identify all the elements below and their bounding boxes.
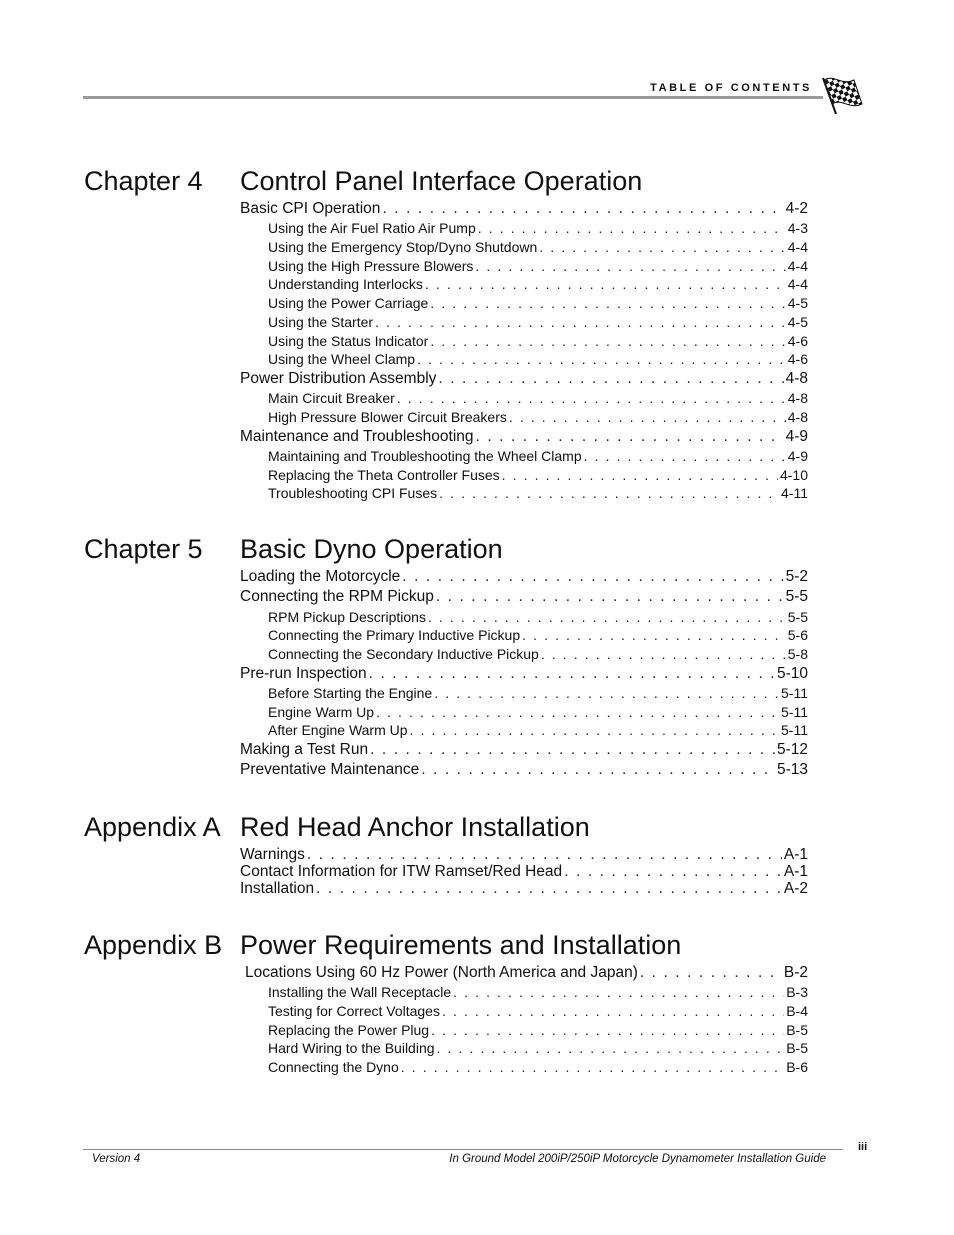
toc-entry-page: 4-3 xyxy=(787,220,808,236)
toc-entry-page: A-1 xyxy=(783,863,808,880)
footer-rule xyxy=(83,1149,843,1150)
toc-entry[interactable] xyxy=(268,275,808,293)
dot-leader xyxy=(430,294,785,312)
toc-entry[interactable] xyxy=(268,1058,808,1076)
toc-entry-page: 5-11 xyxy=(781,722,808,738)
toc-entry-page: 4-9 xyxy=(787,448,808,464)
section-label: Appendix A xyxy=(84,812,221,842)
dot-leader xyxy=(436,588,784,606)
toc-entry-title: Connecting the Secondary Inductive Pickup xyxy=(268,646,539,662)
dot-leader xyxy=(401,1058,784,1076)
section-label: Appendix B xyxy=(84,930,223,960)
toc-entry-title: Preventative Maintenance xyxy=(240,761,420,778)
dot-leader xyxy=(640,964,782,982)
toc-entry-title: After Engine Warm Up xyxy=(268,722,408,738)
toc-entry[interactable] xyxy=(240,863,808,881)
toc-entry[interactable] xyxy=(240,568,808,586)
toc-entry[interactable] xyxy=(240,428,808,446)
toc-entry-title: Connecting the Primary Inductive Pickup xyxy=(268,627,521,643)
dot-leader xyxy=(442,1002,784,1020)
toc-entry[interactable] xyxy=(240,588,808,606)
section-title: Red Head Anchor Installation xyxy=(240,812,590,842)
toc-entry-page: 4-10 xyxy=(779,467,808,483)
toc-entry-page: 5-13 xyxy=(776,761,808,778)
toc-entry-page: A-1 xyxy=(783,846,808,863)
section-label: Chapter 4 xyxy=(84,166,203,196)
dot-leader xyxy=(509,408,786,426)
dot-leader xyxy=(382,200,783,218)
toc-entry[interactable] xyxy=(268,466,808,484)
dot-leader xyxy=(439,484,779,502)
dot-leader xyxy=(584,447,786,465)
header-rule xyxy=(83,96,823,99)
section-title: Power Requirements and Installation xyxy=(240,930,682,960)
toc-entry[interactable] xyxy=(268,1002,808,1020)
toc-entry-title: Warnings xyxy=(240,846,305,863)
toc-entry-page: 4-5 xyxy=(787,295,808,311)
toc-entry-page: 4-4 xyxy=(787,239,808,255)
toc-entry-page: 4-6 xyxy=(787,351,808,367)
toc-entry-title: Making a Test Run xyxy=(240,741,369,758)
page-number: iii xyxy=(858,1141,868,1153)
toc-entry-title: Loading the Motorcycle xyxy=(240,568,401,585)
toc-entry-title: Maintaining and Troubleshooting the Wheel Clamp xyxy=(268,448,582,464)
toc-entry[interactable] xyxy=(268,389,808,407)
toc-entry-page: 4-5 xyxy=(787,314,808,330)
toc-entry[interactable] xyxy=(245,964,808,982)
toc-entry-page: 5-12 xyxy=(776,741,808,758)
toc-entry-title: Using the Status Indicator xyxy=(268,333,429,349)
dot-leader xyxy=(434,684,779,702)
toc-entry-page: 5-11 xyxy=(781,704,808,720)
toc-entry-title: Replacing the Theta Controller Fuses xyxy=(268,467,500,483)
toc-entry[interactable] xyxy=(240,761,808,779)
toc-entry-title: Replacing the Power Plug xyxy=(268,1022,430,1038)
toc-entry[interactable] xyxy=(268,219,808,237)
toc-entry-title: Contact Information for ITW Ramset/Red Head xyxy=(240,863,563,880)
toc-entry[interactable] xyxy=(240,370,808,388)
dot-leader xyxy=(475,257,785,275)
toc-entry-title: Using the Starter xyxy=(268,314,374,330)
toc-entry[interactable] xyxy=(240,665,808,683)
checkered-flag-icon xyxy=(820,74,866,116)
toc-entry-title: Power Distribution Assembly xyxy=(240,370,437,387)
toc-entry[interactable] xyxy=(268,313,808,331)
toc-entry-page: B-6 xyxy=(786,1059,808,1075)
dot-leader xyxy=(478,219,786,237)
section-title: Basic Dyno Operation xyxy=(240,534,503,564)
dot-leader xyxy=(410,721,779,739)
section-label: Chapter 5 xyxy=(84,534,203,564)
toc-entry-title: Maintenance and Troubleshooting xyxy=(240,428,474,445)
toc-entry-page: 4-8 xyxy=(787,390,808,406)
toc-entry-title: RPM Pickup Descriptions xyxy=(268,609,426,625)
toc-entry-title: Troubleshooting CPI Fuses xyxy=(268,485,438,501)
toc-entry-page: 4-9 xyxy=(785,428,808,445)
dot-leader xyxy=(522,626,786,644)
dot-leader xyxy=(397,389,786,407)
toc-entry[interactable] xyxy=(240,741,808,759)
toc-entry[interactable] xyxy=(268,645,808,663)
toc-entry-page: B-3 xyxy=(786,984,808,1000)
toc-entry-title: Using the Emergency Stop/Dyno Shutdown xyxy=(268,239,538,255)
toc-entry[interactable] xyxy=(268,983,808,1001)
toc-entry-page: 4-11 xyxy=(781,485,808,501)
toc-entry[interactable] xyxy=(268,294,808,312)
toc-entry[interactable] xyxy=(268,332,808,350)
toc-entry-page: 4-4 xyxy=(787,276,808,292)
toc-entry-title: Using the Power Carriage xyxy=(268,295,429,311)
section-title: Control Panel Interface Operation xyxy=(240,166,643,196)
toc-entry[interactable] xyxy=(268,238,808,256)
toc-entry[interactable] xyxy=(268,350,808,368)
toc-entry[interactable] xyxy=(268,1039,808,1057)
toc-entry-page: B-5 xyxy=(786,1040,808,1056)
toc-entry-page: 4-4 xyxy=(787,258,808,274)
toc-entry-title: Connecting the Dyno xyxy=(268,1059,399,1075)
toc-entry-title: Installation xyxy=(240,880,315,897)
dot-leader xyxy=(402,568,783,586)
toc-entry-title: Understanding Interlocks xyxy=(268,276,423,292)
toc-entry-page: 5-5 xyxy=(787,609,808,625)
toc-entry-page: B-4 xyxy=(786,1003,808,1019)
dot-leader xyxy=(437,1039,785,1057)
toc-entry[interactable] xyxy=(268,408,808,426)
dot-leader xyxy=(375,313,786,331)
dot-leader xyxy=(369,665,775,683)
toc-entry-page: 5-10 xyxy=(776,665,808,682)
dot-leader xyxy=(316,880,782,898)
dot-leader xyxy=(476,428,784,446)
dot-leader xyxy=(539,238,786,256)
toc-entry-title: Engine Warm Up xyxy=(268,704,375,720)
dot-leader xyxy=(438,370,783,388)
dot-leader xyxy=(425,275,786,293)
toc-entry-title: Connecting the RPM Pickup xyxy=(240,588,434,605)
toc-entry[interactable] xyxy=(268,684,808,702)
toc-entry-title: Hard Wiring to the Building xyxy=(268,1040,435,1056)
toc-entry-title: Pre-run Inspection xyxy=(240,665,367,682)
footer-version: Version 4 xyxy=(92,1153,141,1165)
dot-leader xyxy=(417,350,786,368)
toc-entry[interactable] xyxy=(268,484,808,502)
toc-entry-title: Before Starting the Engine xyxy=(268,685,433,701)
toc-entry[interactable] xyxy=(268,721,808,739)
toc-entry-title: Installing the Wall Receptacle xyxy=(268,984,452,1000)
toc-entry-title: Using the High Pressure Blowers xyxy=(268,258,474,274)
toc-entry[interactable] xyxy=(268,447,808,465)
footer-guide-title: In Ground Model 200iP/250iP Motorcycle Dynamometer Installation Guide xyxy=(449,1153,826,1165)
running-header-title: TABLE OF CONTENTS xyxy=(650,82,812,94)
toc-entry-page: 5-11 xyxy=(781,685,808,701)
toc-entry[interactable] xyxy=(268,626,808,644)
toc-entry-title: Locations Using 60 Hz Power (North America and Japan) xyxy=(245,964,638,981)
toc-entry-page: B-2 xyxy=(783,964,808,981)
dot-leader xyxy=(428,608,786,626)
toc-entry[interactable] xyxy=(240,846,808,864)
toc-entry[interactable] xyxy=(268,703,808,721)
dot-leader xyxy=(421,761,775,779)
toc-entry-page: 4-2 xyxy=(785,200,808,217)
toc-entry-page: 5-8 xyxy=(787,646,808,662)
toc-entry[interactable] xyxy=(268,1021,808,1039)
toc-entry-title: Testing for Correct Voltages xyxy=(268,1003,440,1019)
dot-leader xyxy=(431,1021,784,1039)
toc-entry-page: 4-8 xyxy=(785,370,808,387)
toc-entry[interactable] xyxy=(240,880,808,898)
toc-entry-page: B-5 xyxy=(786,1022,808,1038)
toc-entry-title: Basic CPI Operation xyxy=(240,200,381,217)
dot-leader xyxy=(541,645,786,663)
toc-entry-title: Using the Air Fuel Ratio Air Pump xyxy=(268,220,476,236)
toc-entry-page: 5-6 xyxy=(787,627,808,643)
dot-leader xyxy=(430,332,785,350)
dot-leader xyxy=(376,703,779,721)
toc-entry-page: 4-6 xyxy=(787,333,808,349)
dot-leader xyxy=(453,983,784,1001)
toc-entry-title: Using the Wheel Clamp xyxy=(268,351,416,367)
toc-entry[interactable] xyxy=(240,200,808,218)
toc-entry-page: 5-5 xyxy=(785,588,808,605)
toc-entry-page: A-2 xyxy=(783,880,808,897)
toc-entry-title: Main Circuit Breaker xyxy=(268,390,395,406)
dot-leader xyxy=(307,846,782,864)
toc-entry-page: 4-8 xyxy=(787,409,808,425)
dot-leader xyxy=(502,466,778,484)
toc-entry-page: 5-2 xyxy=(785,568,808,585)
dot-leader xyxy=(370,741,775,759)
dot-leader xyxy=(564,863,782,881)
toc-entry[interactable] xyxy=(268,257,808,275)
toc-entry-title: High Pressure Blower Circuit Breakers xyxy=(268,409,507,425)
toc-entry[interactable] xyxy=(268,608,808,626)
